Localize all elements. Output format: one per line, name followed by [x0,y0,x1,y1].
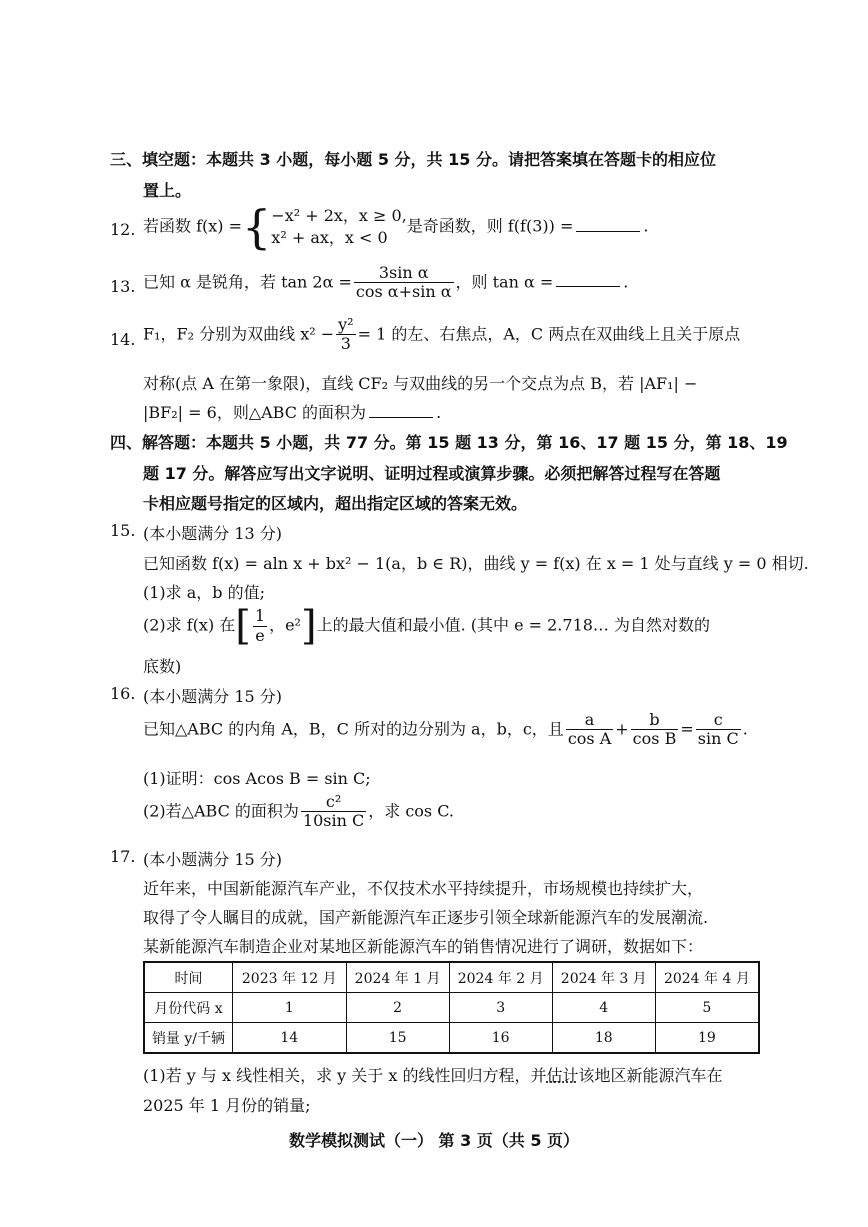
denominator: cos A [567,729,612,749]
q13-prefix: 已知 α 是锐角，若 tan 2α = [143,272,352,292]
numerator: 3sin α [378,263,429,282]
q12-number: 12. [110,220,136,239]
q17-line3: 某新能源汽车制造企业对某地区新能源汽车的销售情况进行了调研，数据如下： [143,937,704,956]
section4-heading: 四、解答题：本题共 5 小题，共 77 分。第 15 题 13 分，第 16、17 题 15 分，第 18、19 [110,433,788,452]
denominator: e [253,626,267,645]
case1: −x² + 2x，x ≥ 0, [271,205,407,225]
q14-number: 14. [110,330,136,349]
q14-line3-text: |BF₂| = 6，则△ABC 的面积为 [143,403,367,422]
table-cell: 15 [346,1023,449,1054]
section4-heading-cont2: 卡相应题号指定的区域内，超出指定区域的答案无效。 [143,494,528,513]
q16-part1: (1)证明：cos Acos B = sin C; [143,769,371,788]
q17-part1 [143,1063,723,1086]
q15-stem: 已知函数 f(x) = aln x + bx² − 1(a，b ∈ R)，曲线 y = f(x) 在 x = 1 处与直线 y = 0 相切. [143,554,809,573]
section3-heading-cont: 置上。 [143,181,192,200]
brace: { [242,200,272,254]
numerator: c² [325,792,342,811]
numerator: 1 [254,606,266,626]
table-cell: 14 [232,1023,346,1054]
fraction-b [631,711,679,749]
q14-line1 [143,316,740,354]
q12-text [143,200,649,254]
q12-prefix: 若函数 f(x) = [143,216,243,236]
numerator: c [713,710,723,729]
piecewise-cases [271,205,407,250]
q16-number: 16. [110,684,136,703]
table-cell: 销量 y/千辆 [144,1023,232,1054]
denominator: 10sin C [302,811,365,831]
period: . [643,216,649,236]
q15-part2a: (2)求 f(x) 在 [143,615,236,635]
table-cell: 月份代码 x [144,993,232,1023]
table-cell: 3 [449,993,552,1023]
case2: x² + ax，x < 0 [271,228,388,247]
table-cell: 4 [552,993,655,1023]
q15-part2-cont: 底数) [143,657,182,676]
q17-line2: 取得了令人瞩目的成就，国产新能源汽车正逐步引领全球新能源汽车的发展潮流. [143,908,709,927]
right-bracket: ] [300,603,317,649]
q13-text [143,264,628,302]
denominator: 3 [336,334,355,353]
q14-line3 [143,400,441,423]
table-cell: 2 [346,993,449,1023]
q16-area-fraction [301,793,366,831]
table-cell: 2024 年 3 月 [552,962,655,993]
interval-end: ，e² [269,615,301,635]
numerator: y² [338,315,354,334]
q14-line2: 对称(点 A 在第一象限)，直线 CF₂ 与双曲线的另一个交点为点 B，若 |AF₁| − [143,374,698,393]
q17-line1: 近年来，中国新能源汽车产业，不仅技术水平持续提升，市场规模也持续扩大， [143,879,704,898]
sales-table [143,961,760,1054]
q15-part2 [143,603,711,649]
q12-suffix: 是奇函数，则 f(f(3)) = [406,216,574,236]
table-cell: 18 [552,1023,655,1054]
q15-part2b: 上的最大值和最小值. (其中 e = 2.718… 为自然对数的 [316,615,711,635]
page-footer: 数学模拟测试（一） 第 3 页（共 5 页） [288,1131,580,1150]
q14-line1b: = 1 的左、右焦点，A，C 两点在双曲线上且关于原点 [357,324,741,344]
answer-blank [556,272,620,287]
q16-header: (本小题满分 15 分) [143,687,283,706]
period: . [436,403,442,422]
section3-heading: 三、填空题：本题共 3 小题，每小题 5 分，共 15 分。请把答案填在答题卡的相应位 [110,150,716,169]
answer-blank [576,217,640,232]
table-cell: 5 [655,993,759,1023]
q13-fraction [354,264,454,302]
section4-heading-cont1: 题 17 分。解答应写出文字说明、证明过程或演算步骤。必须把解答过程写在答题 [143,464,721,483]
table-cell: 2023 年 12 月 [232,962,346,993]
table-cell: 1 [232,993,346,1023]
numerator: b [649,710,660,729]
period: . [623,272,629,292]
q16-stem-text: 已知△ABC 的内角 A，B，C 所对的边分别为 a，b，c，且 [143,719,564,739]
q14-line1a: F₁，F₂ 分别为双曲线 x² − [143,324,335,344]
q16-part2b: ，求 cos C. [368,801,454,821]
q17-number: 17. [110,847,136,866]
table-cell: 2024 年 2 月 [449,962,552,993]
q17-part1b: 该地区新能源汽车在 [578,1066,723,1085]
q17-part1-cont: 2025 年 1 月份的销量; [143,1096,311,1115]
table-cell: 19 [655,1023,759,1054]
table-row [144,962,759,993]
fraction-a [566,711,613,749]
q16-stem: 已知△ABC 的内角 A，B，C 所对的边分别为 a，b，c，且 $\frac{a}{\text{cos A}}$ + $\frac{b}{\text{cos B}}$ = $\frac{c}{\text{sin C}}$ . [143,710,748,749]
numerator: a [584,710,595,729]
q17-header: (本小题满分 15 分) [143,850,283,869]
table-cell: 16 [449,1023,552,1054]
denominator: cos B [632,729,677,749]
left-bracket: [ [235,603,251,649]
table-cell: 时间 [144,962,232,993]
fraction-c [696,711,741,749]
table-cell: 2024 年 4 月 [655,962,759,993]
denominator: sin C [697,729,739,749]
q15-header: (本小题满分 13 分) [143,524,283,543]
table-row [144,1023,759,1054]
q16-part2a: (2)若△ABC 的面积为 [143,801,299,821]
table-row [144,993,759,1023]
q15-part1: (1)求 a，b 的值; [143,583,266,602]
q13-number: 13. [110,277,136,296]
denominator: cos α+sin α [355,282,452,302]
q15-number: 15. [110,521,136,540]
q13-suffix: ，则 tan α = [455,272,554,292]
q14-fraction [336,316,355,354]
q16-part2 [143,793,454,831]
answer-blank [369,403,433,418]
q15-fraction [253,607,267,645]
table-cell: 2024 年 1 月 [346,962,449,993]
emphasis-word: 估计 [546,1066,579,1085]
q17-part1a: (1)若 y 与 x 线性相关，求 y 关于 x 的线性回归方程，并 [143,1066,547,1085]
